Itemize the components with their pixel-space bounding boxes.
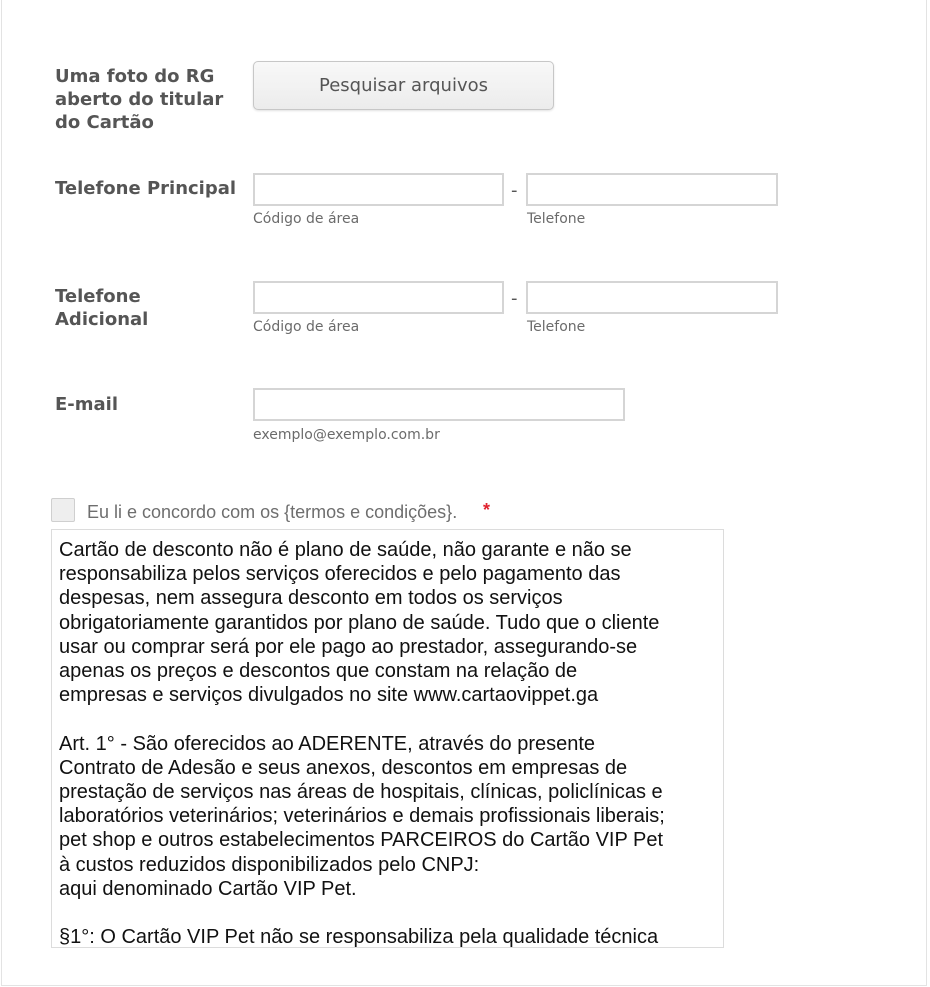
phone-extra-label <box>55 285 148 331</box>
terms-checkbox[interactable] <box>51 498 75 522</box>
browse-files-button[interactable]: Pesquisar arquivos <box>253 61 554 110</box>
terms-text-line: empresas e serviços divulgados no site www.cartaovippet.ga <box>59 684 599 707</box>
terms-text-line <box>59 707 723 731</box>
phone-extra-separator: - <box>511 288 518 309</box>
terms-text-line: Art. 1° - São oferecidos ao ADERENTE, através do presente <box>59 732 596 755</box>
upload-label-line: do Cartão <box>55 112 154 133</box>
terms-checkbox-label[interactable]: Eu li e concordo com os {termos e condições}. <box>87 502 458 522</box>
terms-text-line: Cartão de desconto não é plano de saúde, não garante e não se <box>59 539 632 561</box>
terms-text-line: laboratórios veterinários; veterinários e demais profissionais liberais; <box>59 805 665 828</box>
phone-extra-number-input[interactable] <box>526 281 778 314</box>
terms-text-line: usar ou comprar será por ele pago ao prestador, assegurando-se <box>59 635 638 658</box>
terms-text-line: responsabiliza pelos serviços oferecidos e pelo pagamento das <box>59 563 621 586</box>
phone-extra-label-line: Telefone <box>55 286 141 307</box>
terms-text-line: §1°: O Cartão VIP Pet não se responsabiliza pela qualidade técnica <box>59 926 659 948</box>
upload-label-line: Uma foto do RG <box>55 66 215 87</box>
phone-main-number-input[interactable] <box>526 173 778 206</box>
phone-main-area-sublabel: Código de área <box>253 211 360 227</box>
terms-text-line: despesas, nem assegura desconto em todos os serviços <box>59 587 563 610</box>
phone-main-separator: - <box>511 180 518 201</box>
phone-main-label: Telefone Principal <box>55 178 237 199</box>
terms-text-line: apenas os preços e descontos que constam na relação de <box>59 660 578 683</box>
terms-text-line: prestação de serviços nas áreas de hospitais, clínicas, policlínicas e <box>59 781 663 804</box>
upload-label <box>55 65 223 134</box>
email-sublabel: exemplo@exemplo.com.br <box>253 427 440 443</box>
terms-text-box[interactable] <box>51 529 724 948</box>
email-label: E-mail <box>55 394 119 415</box>
upload-label-line: aberto do titular <box>55 89 224 110</box>
required-mark: * <box>483 500 491 520</box>
terms-text-line: à custos reduzidos disponibilizados pelo CNPJ: <box>59 853 480 876</box>
terms-text-line: obrigatoriamente garantidos por plano de saúde. Tudo que o cliente <box>59 611 660 634</box>
terms-text-line: aqui denominado Cartão VIP Pet. <box>59 877 357 900</box>
phone-extra-label-line: Adicional <box>55 309 149 330</box>
phone-main-area-input[interactable] <box>253 173 504 206</box>
phone-extra-number-sublabel: Telefone <box>527 319 586 335</box>
terms-text-line <box>59 901 723 925</box>
phone-extra-area-sublabel: Código de área <box>253 319 360 335</box>
phone-extra-area-input[interactable] <box>253 281 504 314</box>
phone-main-number-sublabel: Telefone <box>527 211 586 227</box>
terms-text-line: Contrato de Adesão e seus anexos, descontos em empresas de <box>59 756 628 779</box>
email-input[interactable] <box>253 388 625 421</box>
terms-text-line: pet shop e outros estabelecimentos PARCEIROS do Cartão VIP Pet <box>59 829 664 852</box>
